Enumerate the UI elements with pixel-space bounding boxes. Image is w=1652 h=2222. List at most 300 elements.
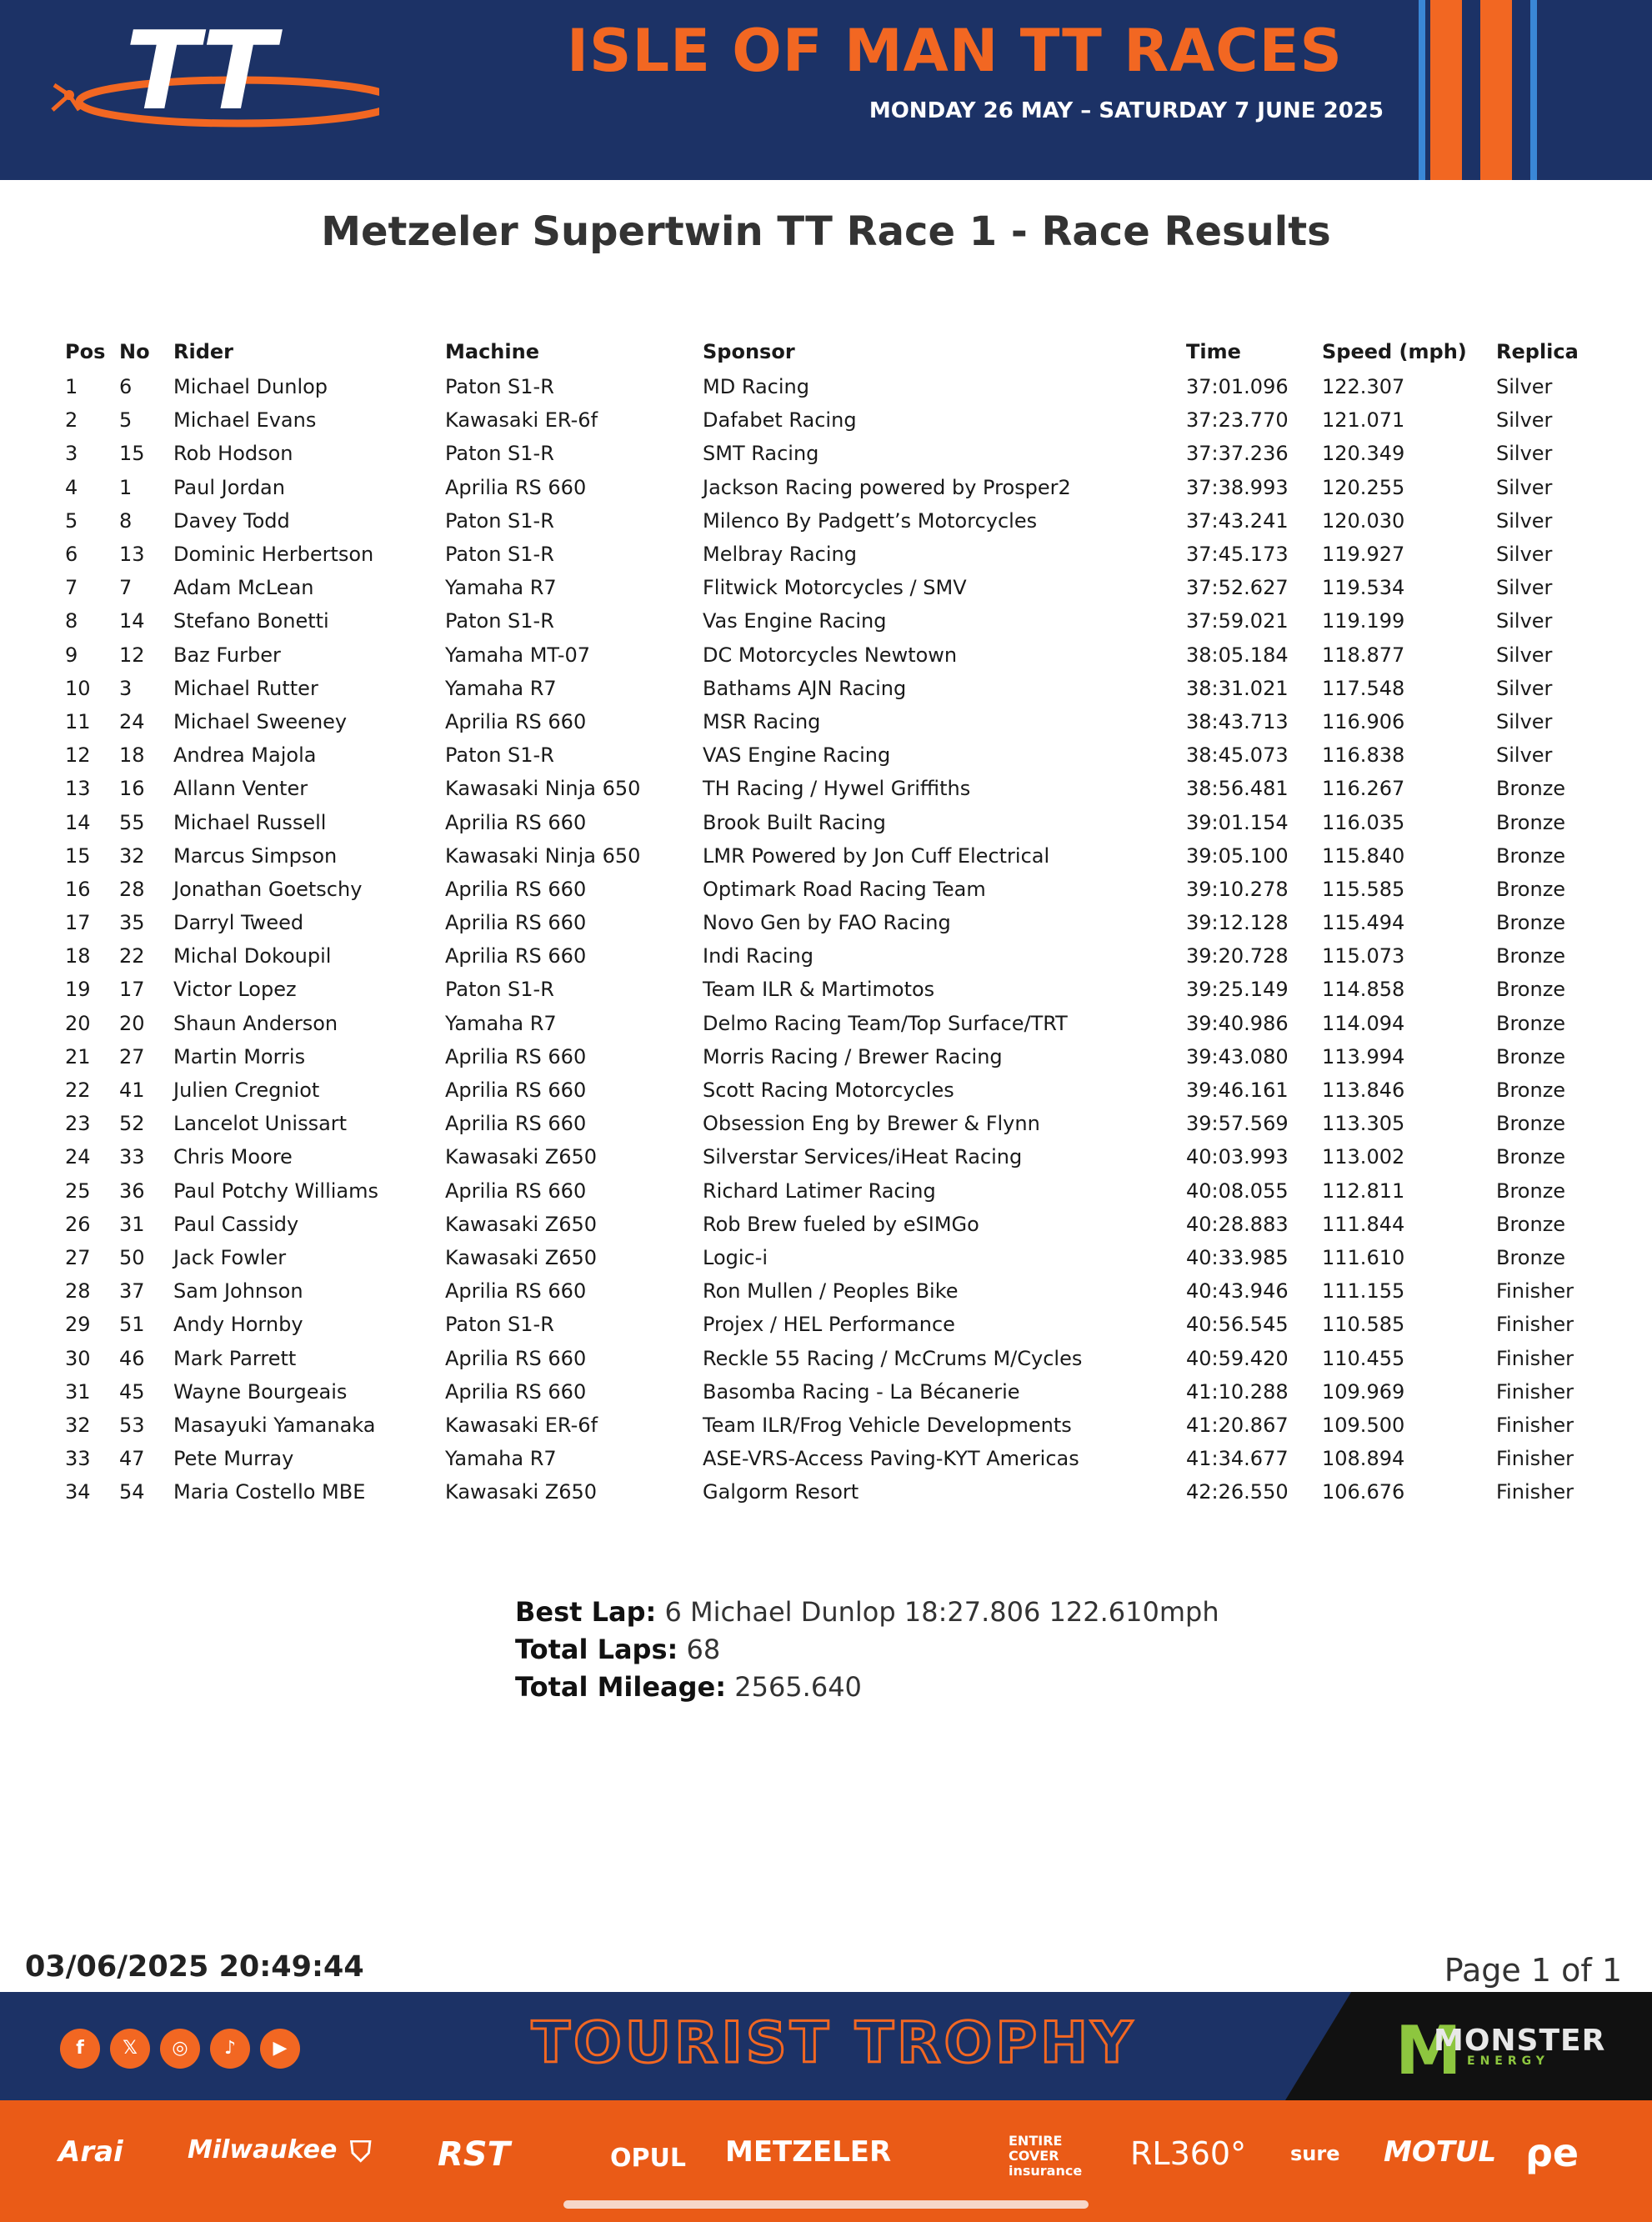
- cell-rider: Paul Cassidy: [173, 1212, 299, 1236]
- cell-speed: 115.494: [1322, 911, 1405, 935]
- table-row: [58, 370, 1613, 403]
- cell-no: 51: [119, 1313, 145, 1337]
- cell-speed: 115.073: [1322, 944, 1405, 968]
- monster-claw-icon: M: [1395, 2012, 1462, 2089]
- cell-machine: Aprilia RS 660: [445, 475, 587, 499]
- table-row: [58, 738, 1613, 772]
- table-row: [58, 1375, 1613, 1409]
- cell-pos: 19: [65, 978, 91, 1002]
- event-title: ISLE OF MAN TT RACES: [567, 17, 1343, 85]
- sponsor-logo-opul: OPUL: [610, 2144, 686, 2173]
- cell-pos: 34: [65, 1480, 91, 1504]
- best-lap-value: 6 Michael Dunlop 18:27.806 122.610mph: [664, 1596, 1219, 1628]
- cell-no: 47: [119, 1447, 145, 1471]
- cell-rider: Jonathan Goetschy: [173, 877, 363, 901]
- cell-machine: Yamaha R7: [445, 1011, 557, 1035]
- cell-rider: Michael Evans: [173, 408, 317, 433]
- cell-time: 38:43.713: [1186, 709, 1289, 733]
- cell-machine: Paton S1-R: [445, 508, 554, 533]
- shield-icon: ⛉: [350, 2135, 372, 2169]
- cell-rider: Shaun Anderson: [173, 1011, 338, 1035]
- cell-machine: Kawasaki Z650: [445, 1212, 598, 1236]
- cell-time: 39:20.728: [1186, 944, 1289, 968]
- cell-machine: Yamaha MT-07: [445, 643, 591, 667]
- cell-speed: 119.534: [1322, 576, 1405, 600]
- cell-sponsor: Ron Mullen / Peoples Bike: [703, 1279, 959, 1304]
- cell-rider: Jack Fowler: [173, 1245, 287, 1269]
- cell-time: 40:28.883: [1186, 1212, 1289, 1236]
- cell-speed: 111.610: [1322, 1245, 1405, 1269]
- cell-machine: Aprilia RS 660: [445, 1078, 587, 1103]
- cell-speed: 120.255: [1322, 475, 1405, 499]
- cell-time: 40:43.946: [1186, 1279, 1289, 1304]
- cell-time: 41:20.867: [1186, 1413, 1289, 1437]
- cell-no: 15: [119, 442, 145, 466]
- cell-time: 39:43.080: [1186, 1044, 1289, 1068]
- table-row: [58, 1241, 1613, 1274]
- instagram-icon[interactable]: ◎: [160, 2029, 200, 2069]
- cell-time: 39:46.161: [1186, 1078, 1289, 1103]
- cell-sponsor: Optimark Road Racing Team: [703, 877, 986, 901]
- cell-rider: Dominic Herbertson: [173, 543, 374, 567]
- cell-replica: Silver: [1496, 676, 1553, 700]
- cell-sponsor: Obsession Eng by Brewer & Flynn: [703, 1112, 1040, 1136]
- cell-no: 1: [119, 475, 133, 499]
- cell-sponsor: DC Motorcycles Newtown: [703, 643, 958, 667]
- table-row: [58, 504, 1613, 538]
- cell-time: 42:26.550: [1186, 1480, 1289, 1504]
- cell-sponsor: Reckle 55 Racing / McCrums M/Cycles: [703, 1346, 1083, 1370]
- cell-replica: Bronze: [1496, 810, 1566, 834]
- cell-no: 55: [119, 810, 145, 834]
- cell-machine: Paton S1-R: [445, 978, 554, 1002]
- total-laps-value: 68: [686, 1634, 721, 1665]
- cell-replica: Silver: [1496, 408, 1553, 433]
- cell-rider: Davey Todd: [173, 508, 290, 533]
- cell-machine: Aprilia RS 660: [445, 1346, 587, 1370]
- cell-speed: 108.894: [1322, 1447, 1405, 1471]
- cell-time: 39:01.154: [1186, 810, 1289, 834]
- cell-no: 3: [119, 676, 133, 700]
- cell-replica: Silver: [1496, 643, 1553, 667]
- col-header-replica: Replica: [1496, 340, 1579, 363]
- monster-energy-logo: [1434, 2024, 1605, 2068]
- cell-replica: Bronze: [1496, 978, 1566, 1002]
- cell-pos: 15: [65, 843, 91, 868]
- cell-speed: 111.155: [1322, 1279, 1405, 1304]
- cell-sponsor: LMR Powered by Jon Cuff Electrical: [703, 843, 1050, 868]
- cell-no: 41: [119, 1078, 145, 1103]
- cell-pos: 9: [65, 643, 78, 667]
- cell-speed: 109.500: [1322, 1413, 1405, 1437]
- cell-pos: 11: [65, 709, 91, 733]
- cell-rider: Allann Venter: [173, 777, 308, 801]
- cell-pos: 30: [65, 1346, 91, 1370]
- cell-rider: Baz Furber: [173, 643, 281, 667]
- col-header-time: Time: [1186, 340, 1241, 363]
- cell-speed: 116.267: [1322, 777, 1405, 801]
- cell-pos: 5: [65, 508, 78, 533]
- table-row: [58, 604, 1613, 638]
- cell-time: 40:59.420: [1186, 1346, 1289, 1370]
- total-mileage-value: 2565.640: [734, 1671, 862, 1703]
- cell-no: 24: [119, 709, 145, 733]
- table-row: [58, 1107, 1613, 1140]
- cell-time: 39:40.986: [1186, 1011, 1289, 1035]
- cell-no: 53: [119, 1413, 145, 1437]
- cell-machine: Aprilia RS 660: [445, 1379, 587, 1404]
- cell-sponsor: Morris Racing / Brewer Racing: [703, 1044, 1003, 1068]
- cell-sponsor: Team ILR & Martimotos: [703, 978, 935, 1002]
- col-header-speed: Speed (mph): [1322, 340, 1467, 363]
- cell-rider: Rob Hodson: [173, 442, 293, 466]
- total-laps-line: [515, 1631, 1219, 1669]
- cell-replica: Finisher: [1496, 1379, 1574, 1404]
- cell-rider: Marcus Simpson: [173, 843, 338, 868]
- cell-sponsor: Dafabet Racing: [703, 408, 857, 433]
- cell-time: 37:01.096: [1186, 375, 1289, 399]
- cell-machine: Kawasaki ER-6f: [445, 1413, 598, 1437]
- cell-pos: 31: [65, 1379, 91, 1404]
- table-row: [58, 538, 1613, 571]
- cell-replica: Bronze: [1496, 843, 1566, 868]
- cell-no: 14: [119, 609, 145, 633]
- home-indicator[interactable]: [563, 2200, 1089, 2209]
- cell-time: 38:31.021: [1186, 676, 1289, 700]
- table-row: [58, 1007, 1613, 1040]
- cell-machine: Kawasaki Z650: [445, 1245, 598, 1269]
- cell-no: 36: [119, 1179, 145, 1203]
- table-row: [58, 672, 1613, 705]
- cell-sponsor: SMT Racing: [703, 442, 819, 466]
- cell-no: 50: [119, 1245, 145, 1269]
- cell-machine: Aprilia RS 660: [445, 810, 587, 834]
- cell-rider: Sam Johnson: [173, 1279, 303, 1304]
- cell-rider: Paul Jordan: [173, 475, 285, 499]
- cell-time: 41:34.677: [1186, 1447, 1289, 1471]
- best-lap-line: [515, 1594, 1219, 1631]
- cell-pos: 12: [65, 743, 91, 768]
- cell-replica: Bronze: [1496, 1044, 1566, 1068]
- cell-pos: 24: [65, 1145, 91, 1169]
- table-row: [58, 1442, 1613, 1475]
- cell-replica: Bronze: [1496, 1078, 1566, 1103]
- cell-no: 13: [119, 543, 145, 567]
- cell-no: 35: [119, 911, 145, 935]
- cell-speed: 116.838: [1322, 743, 1405, 768]
- table-row: [58, 1073, 1613, 1107]
- cell-speed: 116.906: [1322, 709, 1405, 733]
- cell-speed: 113.305: [1322, 1112, 1405, 1136]
- cell-no: 37: [119, 1279, 145, 1304]
- cell-no: 54: [119, 1480, 145, 1504]
- cell-machine: Aprilia RS 660: [445, 709, 587, 733]
- table-row: [58, 1040, 1613, 1073]
- table-row: [58, 1475, 1613, 1509]
- cell-sponsor: Basomba Racing - La Bécanerie: [703, 1379, 1020, 1404]
- cell-machine: Yamaha R7: [445, 1447, 557, 1471]
- tiktok-icon[interactable]: ♪: [210, 2029, 250, 2069]
- cell-machine: Paton S1-R: [445, 375, 554, 399]
- sponsor-logo-motul: MOTUL: [1384, 2135, 1497, 2169]
- cell-sponsor: TH Racing / Hywel Griffiths: [703, 777, 971, 801]
- print-timestamp: 03/06/2025 20:49:44: [25, 1950, 364, 1984]
- total-laps-label: Total Laps:: [515, 1634, 678, 1665]
- cell-sponsor: Indi Racing: [703, 944, 813, 968]
- cell-speed: 114.858: [1322, 978, 1405, 1002]
- cell-sponsor: VAS Engine Racing: [703, 743, 891, 768]
- cell-no: 12: [119, 643, 145, 667]
- table-row: [58, 1274, 1613, 1308]
- cell-replica: Bronze: [1496, 1145, 1566, 1169]
- cell-replica: Bronze: [1496, 877, 1566, 901]
- results-body: [58, 370, 1613, 1509]
- cell-pos: 14: [65, 810, 91, 834]
- table-row: [58, 839, 1613, 873]
- cell-no: 31: [119, 1212, 145, 1236]
- cell-speed: 114.094: [1322, 1011, 1405, 1035]
- cell-pos: 25: [65, 1179, 91, 1203]
- cell-pos: 23: [65, 1112, 91, 1136]
- cell-pos: 3: [65, 442, 78, 466]
- cell-pos: 20: [65, 1011, 91, 1035]
- cell-speed: 116.035: [1322, 810, 1405, 834]
- cell-replica: Bronze: [1496, 1245, 1566, 1269]
- cell-replica: Silver: [1496, 508, 1553, 533]
- cell-replica: Bronze: [1496, 911, 1566, 935]
- cell-sponsor: ASE-VRS-Access Paving-KYT Americas: [703, 1447, 1079, 1471]
- col-header-rider: Rider: [173, 340, 233, 363]
- cell-no: 45: [119, 1379, 145, 1404]
- cell-rider: Andy Hornby: [173, 1313, 303, 1337]
- cell-time: 38:56.481: [1186, 777, 1289, 801]
- cell-rider: Mark Parrett: [173, 1346, 297, 1370]
- cell-machine: Paton S1-R: [445, 609, 554, 633]
- cell-machine: Kawasaki Ninja 650: [445, 777, 641, 801]
- table-row: [58, 973, 1613, 1006]
- cell-rider: Michael Rutter: [173, 676, 318, 700]
- cell-pos: 21: [65, 1044, 91, 1068]
- cell-pos: 32: [65, 1413, 91, 1437]
- cell-no: 32: [119, 843, 145, 868]
- cell-replica: Bronze: [1496, 944, 1566, 968]
- cell-rider: Masayuki Yamanaka: [173, 1413, 376, 1437]
- cell-pos: 22: [65, 1078, 91, 1103]
- cell-no: 7: [119, 576, 133, 600]
- cell-no: 33: [119, 1145, 145, 1169]
- cell-replica: Finisher: [1496, 1413, 1574, 1437]
- cell-replica: Silver: [1496, 609, 1553, 633]
- cell-sponsor: Scott Racing Motorcycles: [703, 1078, 954, 1103]
- col-header-pos: Pos: [65, 340, 106, 363]
- youtube-icon[interactable]: ▶: [260, 2029, 300, 2069]
- table-row: [58, 906, 1613, 939]
- cell-speed: 120.349: [1322, 442, 1405, 466]
- cell-time: 40:33.985: [1186, 1245, 1289, 1269]
- cell-speed: 111.844: [1322, 1212, 1405, 1236]
- cell-rider: Michal Dokoupil: [173, 944, 332, 968]
- cell-no: 18: [119, 743, 145, 768]
- cell-speed: 113.002: [1322, 1145, 1405, 1169]
- cell-rider: Wayne Bourgeais: [173, 1379, 348, 1404]
- cell-time: 37:43.241: [1186, 508, 1289, 533]
- cell-rider: Chris Moore: [173, 1145, 293, 1169]
- cell-sponsor: Galgorm Resort: [703, 1480, 859, 1504]
- cell-machine: Aprilia RS 660: [445, 1279, 587, 1304]
- total-mileage-line: [515, 1669, 1219, 1706]
- cell-time: 37:38.993: [1186, 475, 1289, 499]
- cell-pos: 13: [65, 777, 91, 801]
- cell-sponsor: Richard Latimer Racing: [703, 1179, 936, 1203]
- cell-sponsor: Team ILR/Frog Vehicle Developments: [703, 1413, 1072, 1437]
- cell-no: 5: [119, 408, 133, 433]
- cell-speed: 117.548: [1322, 676, 1405, 700]
- cell-speed: 106.676: [1322, 1480, 1405, 1504]
- cell-speed: 112.811: [1322, 1179, 1405, 1203]
- cell-rider: Julien Cregniot: [173, 1078, 320, 1103]
- table-row: [58, 1308, 1613, 1341]
- table-row: [58, 403, 1613, 437]
- cell-time: 38:45.073: [1186, 743, 1289, 768]
- cell-machine: Paton S1-R: [445, 543, 554, 567]
- cell-sponsor: Logic-i: [703, 1245, 768, 1269]
- cell-pos: 28: [65, 1279, 91, 1304]
- cell-speed: 115.840: [1322, 843, 1405, 868]
- sponsor-logo-milwaukee: Milwaukee: [188, 2135, 338, 2164]
- cell-rider: Maria Costello MBE: [173, 1480, 366, 1504]
- cell-sponsor: Milenco By Padgett’s Motorcycles: [703, 508, 1038, 533]
- cell-sponsor: Novo Gen by FAO Racing: [703, 911, 951, 935]
- race-summary: [515, 1594, 1219, 1706]
- table-row: [58, 805, 1613, 838]
- cell-pos: 1: [65, 375, 78, 399]
- cell-speed: 113.846: [1322, 1078, 1405, 1103]
- cell-replica: Finisher: [1496, 1346, 1574, 1370]
- table-row: [58, 772, 1613, 805]
- cell-sponsor: Melbray Racing: [703, 543, 857, 567]
- header-stripe: [1419, 0, 1425, 180]
- table-row: [58, 638, 1613, 672]
- cell-no: 16: [119, 777, 145, 801]
- cell-replica: Finisher: [1496, 1480, 1574, 1504]
- cell-rider: Victor Lopez: [173, 978, 297, 1002]
- cell-sponsor: Silverstar Services/iHeat Racing: [703, 1145, 1023, 1169]
- cell-sponsor: Delmo Racing Team/Top Surface/TRT: [703, 1011, 1068, 1035]
- sponsor-logo-entire-cover: ENTIRE COVER insurance: [1009, 2133, 1083, 2179]
- cell-replica: Bronze: [1496, 1011, 1566, 1035]
- cell-pos: 6: [65, 543, 78, 567]
- cell-pos: 10: [65, 676, 91, 700]
- cell-time: 37:23.770: [1186, 408, 1289, 433]
- cell-time: 37:52.627: [1186, 576, 1289, 600]
- cell-replica: Silver: [1496, 743, 1553, 768]
- table-row: [58, 571, 1613, 604]
- cell-replica: Finisher: [1496, 1447, 1574, 1471]
- cell-replica: Silver: [1496, 543, 1553, 567]
- cell-time: 38:05.184: [1186, 643, 1289, 667]
- cell-no: 6: [119, 375, 133, 399]
- cell-pos: 17: [65, 911, 91, 935]
- header-stripe: [1480, 0, 1512, 180]
- cell-time: 39:25.149: [1186, 978, 1289, 1002]
- x-icon[interactable]: 𝕏: [110, 2029, 150, 2069]
- cell-replica: Silver: [1496, 442, 1553, 466]
- cell-no: 27: [119, 1044, 145, 1068]
- table-row: [58, 1140, 1613, 1174]
- cell-pos: 29: [65, 1313, 91, 1337]
- tt-logo-text: TT: [125, 18, 276, 134]
- table-row: [58, 939, 1613, 973]
- table-row: [58, 437, 1613, 470]
- cell-replica: Finisher: [1496, 1313, 1574, 1337]
- cell-machine: Aprilia RS 660: [445, 911, 587, 935]
- cell-time: 40:03.993: [1186, 1145, 1289, 1169]
- cell-sponsor: Brook Built Racing: [703, 810, 886, 834]
- cell-time: 41:10.288: [1186, 1379, 1289, 1404]
- cell-time: 37:37.236: [1186, 442, 1289, 466]
- cell-no: 22: [119, 944, 145, 968]
- cell-rider: Michael Dunlop: [173, 375, 328, 399]
- cell-pos: 26: [65, 1212, 91, 1236]
- event-dates: MONDAY 26 MAY – SATURDAY 7 JUNE 2025: [869, 98, 1384, 123]
- cell-machine: Paton S1-R: [445, 442, 554, 466]
- cell-machine: Kawasaki ER-6f: [445, 408, 598, 433]
- cell-rider: Andrea Majola: [173, 743, 317, 768]
- cell-rider: Michael Russell: [173, 810, 327, 834]
- cell-pos: 2: [65, 408, 78, 433]
- cell-speed: 121.071: [1322, 408, 1405, 433]
- cell-pos: 8: [65, 609, 78, 633]
- cell-replica: Silver: [1496, 375, 1553, 399]
- cell-machine: Paton S1-R: [445, 1313, 554, 1337]
- cell-speed: 110.455: [1322, 1346, 1405, 1370]
- cell-sponsor: Bathams AJN Racing: [703, 676, 907, 700]
- page-number: Page 1 of 1: [1444, 1952, 1622, 1989]
- cell-machine: Aprilia RS 660: [445, 877, 587, 901]
- cell-replica: Silver: [1496, 475, 1553, 499]
- monster-main-text: MONSTER: [1434, 2024, 1606, 2058]
- cell-no: 17: [119, 978, 145, 1002]
- cell-pos: 27: [65, 1245, 91, 1269]
- cell-speed: 118.877: [1322, 643, 1405, 667]
- cell-rider: Lancelot Unissart: [173, 1112, 348, 1136]
- cell-time: 37:59.021: [1186, 609, 1289, 633]
- cell-no: 20: [119, 1011, 145, 1035]
- cell-replica: Bronze: [1496, 1179, 1566, 1203]
- table-row: [58, 1208, 1613, 1241]
- facebook-icon[interactable]: f: [60, 2029, 100, 2069]
- cell-rider: Michael Sweeney: [173, 709, 348, 733]
- sponsor-logo-metzeler: METZELER: [725, 2135, 892, 2169]
- cell-pos: 7: [65, 576, 78, 600]
- cell-pos: 18: [65, 944, 91, 968]
- cell-sponsor: Rob Brew fueled by eSIMGo: [703, 1212, 979, 1236]
- cell-no: 8: [119, 508, 133, 533]
- cell-machine: Aprilia RS 660: [445, 1044, 587, 1068]
- cell-speed: 120.030: [1322, 508, 1405, 533]
- table-row: [58, 471, 1613, 504]
- cell-sponsor: MSR Racing: [703, 709, 821, 733]
- col-header-no: No: [119, 340, 150, 363]
- cell-replica: Bronze: [1496, 1112, 1566, 1136]
- cell-sponsor: MD Racing: [703, 375, 809, 399]
- cell-rider: Paul Potchy Williams: [173, 1179, 379, 1203]
- sponsor-logo-arai: Arai: [58, 2135, 123, 2169]
- cell-speed: 119.927: [1322, 543, 1405, 567]
- total-mileage-label: Total Mileage:: [515, 1671, 727, 1703]
- cell-speed: 119.199: [1322, 609, 1405, 633]
- cell-sponsor: Jackson Racing powered by Prosper2: [703, 475, 1071, 499]
